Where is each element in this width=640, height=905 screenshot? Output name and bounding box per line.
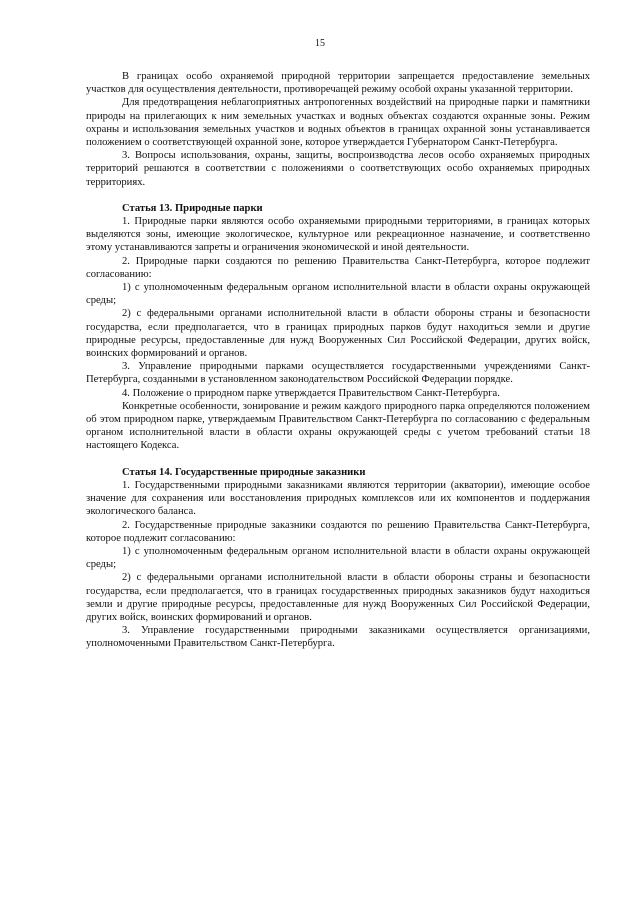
paragraph: 3. Управление государственными природными заказниками осуществляется организациями, уполномоченными Правительством Санкт-Петербурга.: [86, 625, 590, 650]
paragraph: 3. Вопросы использования, охраны, защиты, воспроизводства лесов особо охраняемых природных территорий решаются в соответствии с положениями о соответствующих особо охраняемых природных территориях.: [86, 150, 590, 188]
paragraph: В границах особо охраняемой природной территории запрещается предоставление земельных участков для осуществления деятельности, противоречащей режиму особой охраны указанной территории.: [86, 71, 590, 96]
page-content: [86, 70, 590, 651]
paragraph: Для предотвращения неблагоприятных антропогенных воздействий на природные парки и памятники природы на прилегающих к ним земельных участках и водных объектах создаются охранные зоны. Режим охраны и использования земельных участков и водных объектов в границах охранной зоны устанавливается положением о соответствующей охранной зоне, которое утверждается Губернатором Санкт-Петербурга.: [86, 97, 590, 149]
section-gap: [86, 453, 590, 466]
paragraph: 1) с уполномоченным федеральным органом исполнительной власти в области охраны окружающей среды;: [86, 545, 590, 571]
article-14-title: Статья 14. Государственные природные заказники: [122, 466, 366, 478]
paragraph: 4. Положение о природном парке утверждается Правительством Санкт-Петербурга.: [122, 387, 500, 399]
paragraph: 2) с федеральными органами исполнительной власти в области обороны страны и безопасности государства, если предполагается, что в границах государственных природных заказников будут находиться земли и другие природные ресурсы, предоставленные для нужд Вооруженных Сил Российской Федерации, других войск, воинских формирований и органов.: [86, 572, 590, 623]
article-13-title: Статья 13. Природные парки: [122, 202, 263, 214]
paragraph: 1) с уполномоченным федеральным органом исполнительной власти в области охраны окружающей среды;: [86, 282, 590, 307]
section-gap: [86, 189, 590, 202]
paragraph: 2) с федеральными органами исполнительной власти в области обороны страны и безопасности государства, если предполагается, что в границах природных парков будут находиться земли и другие природные ресурсы, предоставленные для нужд Вооруженных Сил Российской Федерации, других войск, воинских формирований и органов.: [86, 308, 590, 360]
paragraph: 2. Природные парки создаются по решению Правительства Санкт-Петербурга, которое подлежит согласованию:: [86, 255, 590, 280]
paragraph: Конкретные особенности, зонирование и режим каждого природного парка определяются положением об этом природном парке, утверждаемым Правительством Санкт-Петербурга по согласованию с федеральным органом исполнительной власти в области охраны окружающей среды с учетом требований статьи 18 настоящего Кодекса.: [86, 400, 590, 452]
paragraph: 1. Природные парки являются особо охраняемыми природными территориями, в границах которых выделяются зоны, имеющие экологическое, культурное или рекреационное назначение, и соответственно этому устанавливаются запреты и ограничения экономической и иной деятельности.: [86, 216, 590, 254]
paragraph: 2. Государственные природные заказники создаются по решению Правительства Санкт-Петербурга, которое подлежит согласованию:: [86, 519, 590, 544]
page-number: 15: [315, 38, 325, 49]
paragraph: 3. Управление природными парками осуществляется государственными учреждениями Санкт-Петербурга, созданными в установленном законодательством Российской Федерации порядке.: [86, 361, 590, 386]
paragraph: 1. Государственными природными заказниками являются территории (акватории), имеющие особое значение для сохранения или восстановления природных комплексов или их компонентов и поддержания экологического баланса.: [86, 479, 590, 518]
